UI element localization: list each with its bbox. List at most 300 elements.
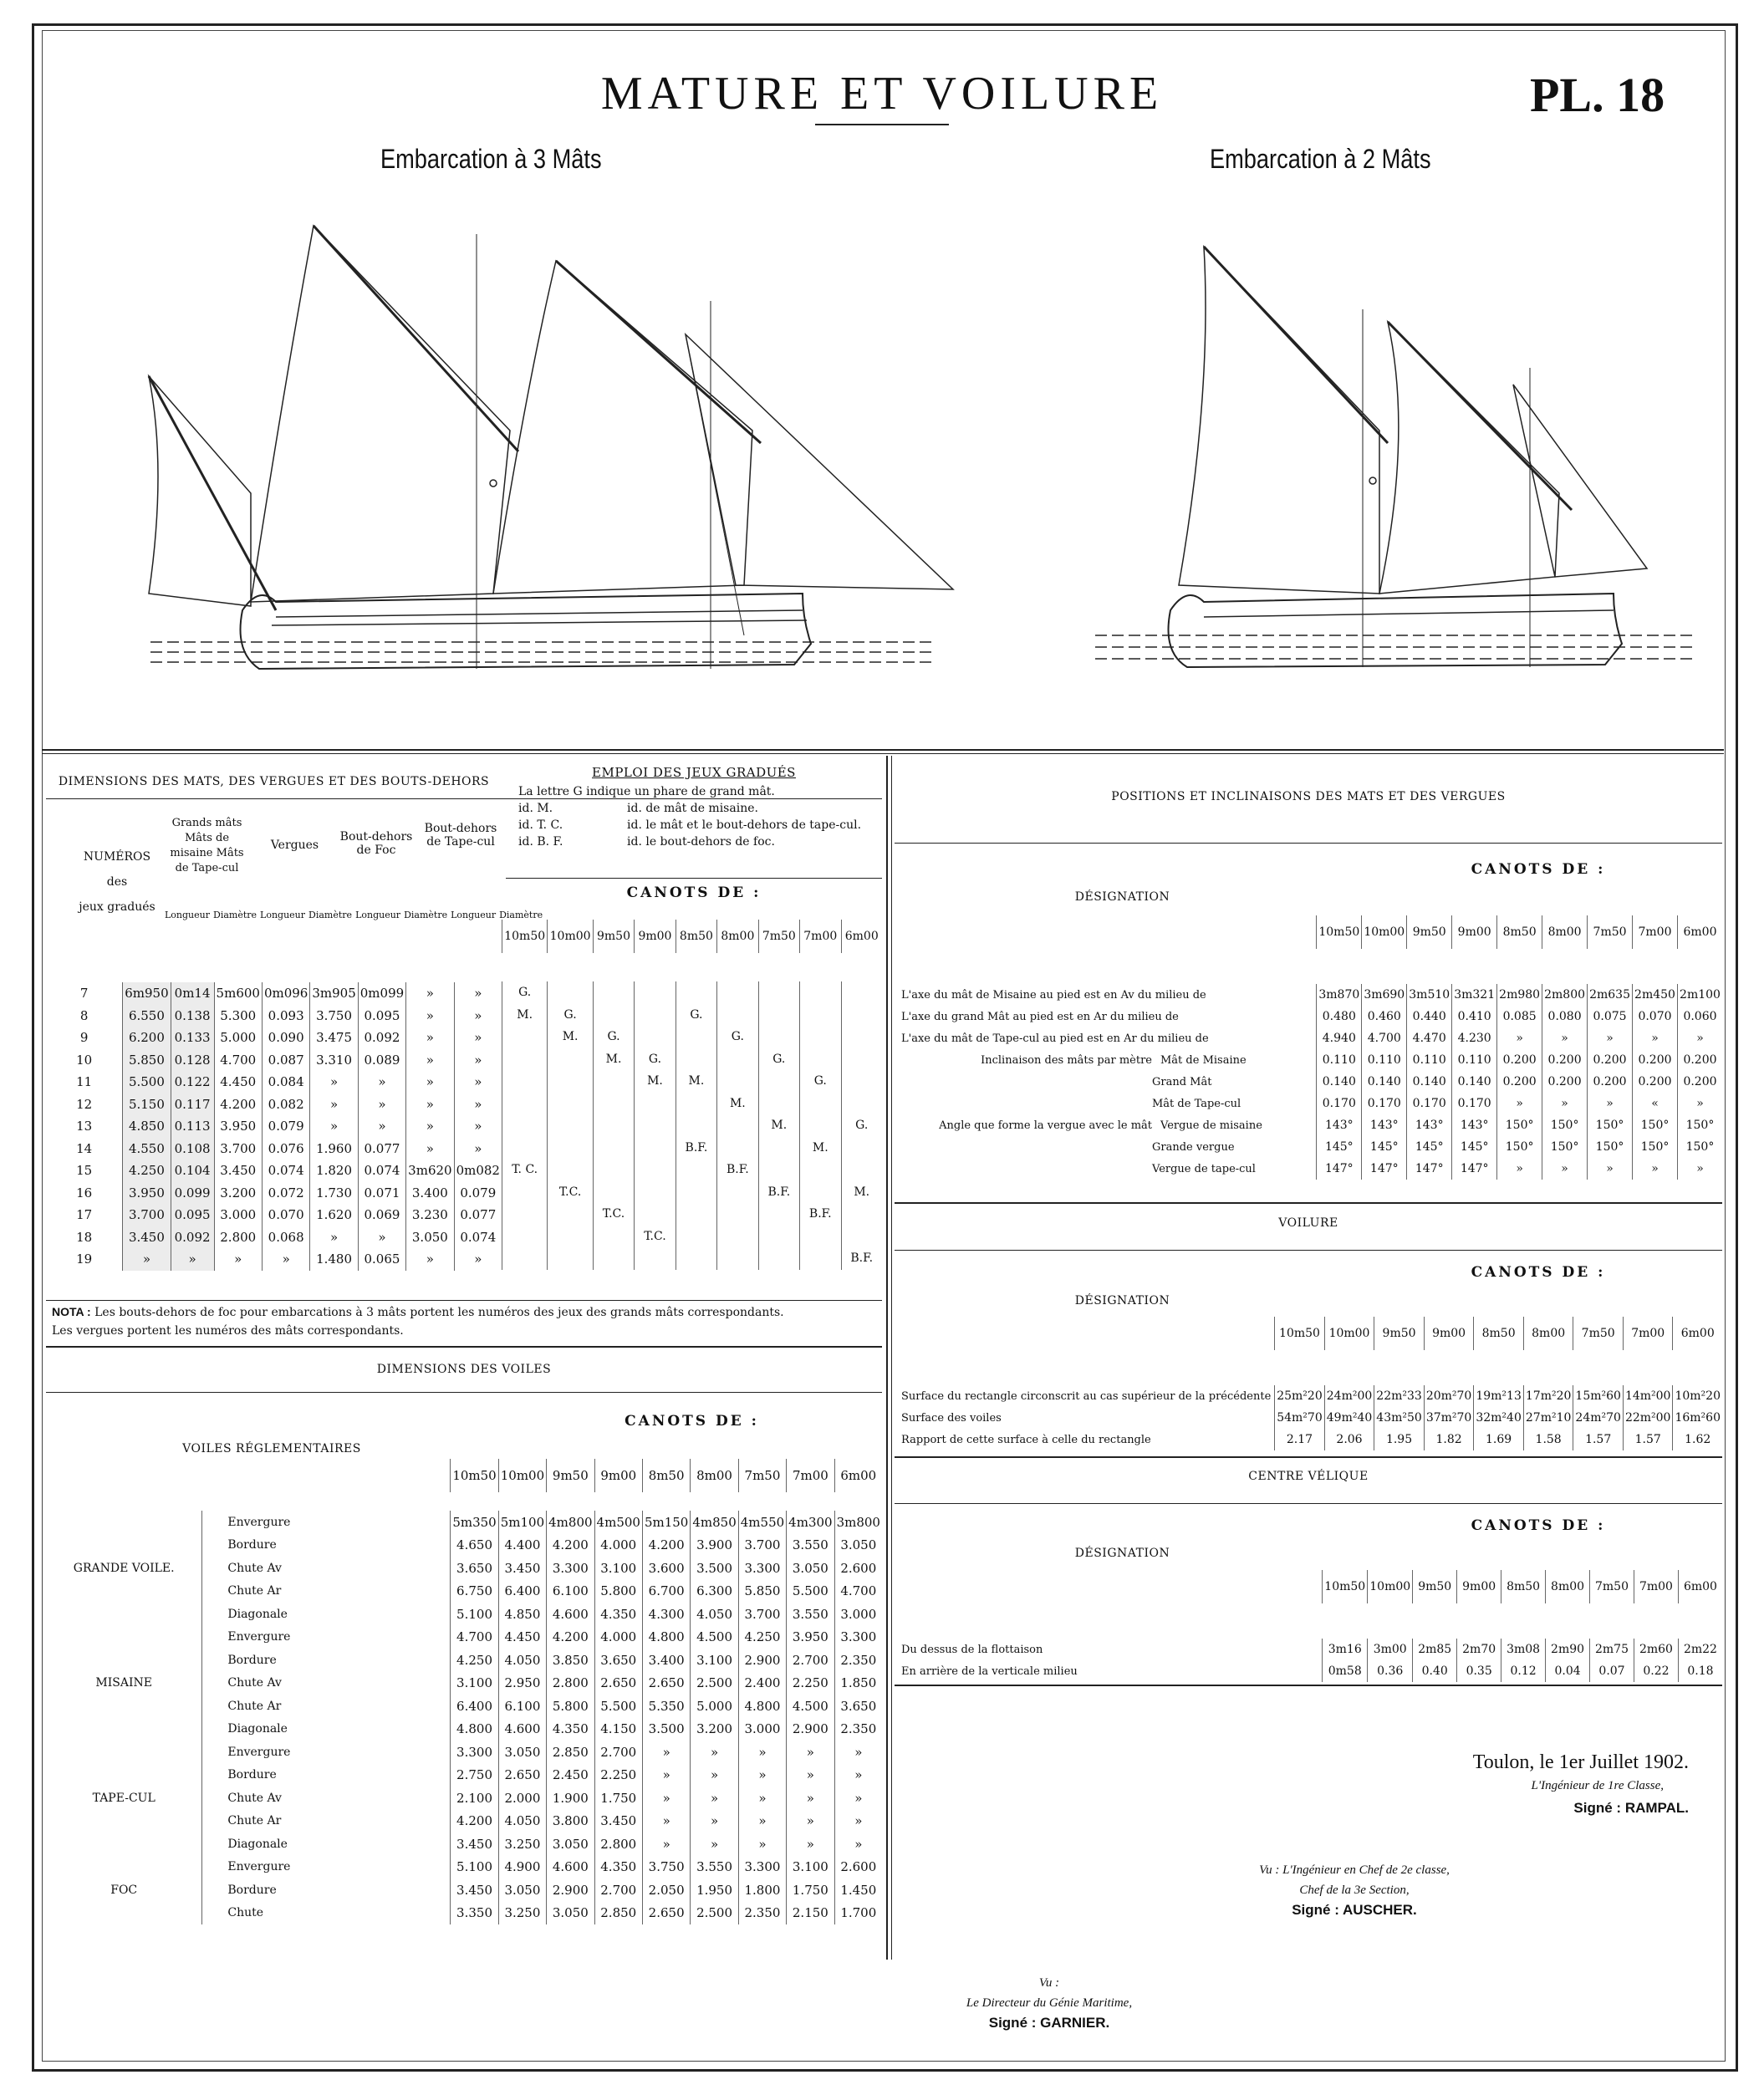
masts-header	[46, 801, 502, 926]
table-cell: 3.550	[787, 1534, 834, 1557]
table-cell	[635, 1137, 676, 1160]
col-vergues: Vergues	[270, 839, 319, 852]
table-cell: 22m²33	[1374, 1385, 1425, 1407]
table-cell: 0.074	[358, 1160, 405, 1182]
col-header: 10m50	[1275, 1317, 1325, 1350]
table-cell: 4.230	[1452, 1027, 1497, 1049]
column-divider-left	[886, 756, 888, 1960]
table-cell: 4m850	[691, 1511, 738, 1534]
sail-dimension-label: Bordure	[227, 1653, 277, 1667]
table-cell: 0.200	[1497, 1049, 1542, 1071]
table-cell: »	[310, 1071, 358, 1093]
table-cell: 6.100	[547, 1580, 594, 1603]
table-cell: 3.475	[310, 1027, 358, 1049]
col-bout-tape: Bout-dehors de Tape-cul	[424, 822, 497, 849]
table-cell: »	[454, 1005, 502, 1027]
table-cell: 4.700	[1362, 1027, 1407, 1049]
vu1-line1: Vu : L'Ingénieur en Chef de 2e classe,	[1259, 1863, 1450, 1877]
table-cell: »	[358, 1115, 405, 1138]
table-cell: 4.250	[738, 1626, 786, 1649]
col-bout-foc: Bout-dehors de Foc	[339, 830, 413, 857]
table-row	[895, 1639, 1722, 1660]
masts-table-title: DIMENSIONS DES MATS, DES VERGUES ET DES BOUTS-DEHORS	[58, 775, 490, 788]
table-cell: T.C.	[548, 1181, 593, 1204]
table-cell	[635, 1203, 676, 1226]
table-row	[46, 1204, 502, 1226]
sub-longueur: Longueur	[260, 910, 306, 920]
table-cell: 4m550	[738, 1511, 786, 1534]
table-cell: »	[691, 1787, 738, 1810]
table-cell	[502, 1203, 548, 1226]
table-row	[46, 1071, 502, 1093]
col-numbers-l1: NUMÉROS	[83, 850, 151, 864]
table-cell: 0.108	[171, 1138, 214, 1160]
table-cell: 3.700	[738, 1534, 786, 1557]
table-cell	[548, 1159, 593, 1181]
table-cell: 2.600	[834, 1856, 882, 1879]
table-cell	[593, 1181, 634, 1204]
table-cell: 5.150	[123, 1093, 171, 1116]
table-cell	[717, 1203, 758, 1226]
table-cell: 150°	[1588, 1114, 1633, 1136]
emploi-line	[518, 833, 882, 850]
table-cell: G.	[548, 1004, 593, 1027]
table-cell	[841, 1048, 882, 1071]
table-row	[46, 1741, 882, 1764]
table-cell: 1.750	[787, 1878, 834, 1902]
table-cell: 3.100	[451, 1672, 498, 1695]
table-cell: 2.400	[738, 1672, 786, 1695]
emploi-canots-label: CANOTS DE :	[626, 884, 762, 901]
table-cell: 2.500	[691, 1902, 738, 1925]
table-cell: 4.350	[547, 1718, 594, 1741]
table-cell	[635, 1159, 676, 1181]
table-cell: 150°	[1677, 1136, 1722, 1158]
col-header: 10m50	[502, 920, 548, 953]
table-cell: 3.950	[123, 1182, 171, 1205]
table-cell: 3.800	[547, 1810, 594, 1833]
table-cell: T.C.	[593, 1203, 634, 1226]
table-cell: 1.58	[1523, 1429, 1573, 1450]
table-cell: 0.070	[1633, 1006, 1678, 1027]
table-cell: 12	[76, 1096, 93, 1112]
table-cell	[758, 1093, 799, 1115]
table-cell: 4m500	[594, 1511, 642, 1534]
table-cell	[635, 1114, 676, 1137]
table-cell: 3.850	[547, 1649, 594, 1672]
table-cell: 147°	[1362, 1158, 1407, 1180]
emploi-table	[502, 920, 882, 1270]
table-cell: 1.620	[310, 1204, 358, 1226]
centre-table	[895, 1570, 1722, 1682]
row-group: Inclinaison des mâts par mètre	[981, 1053, 1152, 1067]
table-cell: 3.300	[451, 1741, 498, 1764]
table-cell	[800, 981, 841, 1004]
table-cell	[593, 1247, 634, 1270]
col-header: 10m00	[548, 920, 593, 953]
table-cell: 4.470	[1407, 1027, 1452, 1049]
table-cell: 0.070	[262, 1204, 309, 1226]
table-cell: »	[406, 982, 454, 1005]
table-cell: 145°	[1407, 1136, 1452, 1158]
masts-rows-table	[46, 982, 502, 1271]
table-cell: 0.36	[1368, 1660, 1413, 1682]
table-cell: 0.075	[1588, 1006, 1633, 1027]
table-cell	[841, 1093, 882, 1115]
table-cell	[717, 1048, 758, 1071]
row-label-text: Grande vergue	[1152, 1140, 1235, 1154]
sub-longueur: Longueur	[451, 910, 497, 920]
col-header: 10m00	[1362, 915, 1407, 949]
table-cell: 2.06	[1324, 1429, 1374, 1450]
table-cell: 0.18	[1678, 1660, 1722, 1682]
table-cell	[502, 1114, 548, 1137]
table-cell: 0.480	[1317, 1006, 1362, 1027]
table-cell: 0.080	[1542, 1006, 1588, 1027]
row-label	[895, 1385, 1275, 1407]
table-cell: 3m620	[406, 1160, 454, 1182]
table-cell	[548, 981, 593, 1004]
table-row	[895, 1429, 1722, 1450]
table-cell: 0m58	[1323, 1660, 1368, 1682]
table-cell: 143°	[1317, 1114, 1362, 1136]
table-row	[895, 984, 1722, 1006]
emploi-key: La lettre G indique un phare de grand mât.	[518, 785, 775, 798]
table-cell: 2.700	[594, 1741, 642, 1764]
table-cell	[800, 1226, 841, 1248]
table-cell: 0.200	[1677, 1071, 1722, 1093]
table-cell: 4.200	[214, 1093, 262, 1116]
table-cell: 1.900	[547, 1787, 594, 1810]
table-cell: 0m082	[454, 1160, 502, 1182]
table-cell: 16	[76, 1185, 93, 1200]
table-cell: 0.095	[171, 1204, 214, 1226]
emploi-desc: id. le bout-dehors de foc.	[627, 835, 775, 849]
emploi-desc: id. le mât et le bout-dehors de tape-cul.	[627, 818, 862, 832]
table-row	[895, 1071, 1722, 1093]
centre-designation: DÉSIGNATION	[1074, 1547, 1170, 1560]
table-cell: 43m²50	[1374, 1407, 1425, 1429]
col-header: 7m50	[1590, 1570, 1634, 1603]
table-cell: 4.050	[498, 1649, 546, 1672]
col-header: 7m00	[1634, 1570, 1678, 1603]
table-cell	[548, 1093, 593, 1115]
rule	[895, 843, 1722, 844]
table-cell: 22m²00	[1623, 1407, 1673, 1429]
table-cell	[548, 1203, 593, 1226]
col-header: 9m50	[1413, 1570, 1457, 1603]
table-cell: 0m096	[262, 982, 309, 1005]
table-cell: G.	[717, 1026, 758, 1048]
table-cell: »	[787, 1810, 834, 1833]
table-cell: M.	[593, 1048, 634, 1071]
table-cell: «	[1633, 1093, 1678, 1114]
table-cell: 14m²00	[1623, 1385, 1673, 1407]
table-cell: 0.170	[1317, 1093, 1362, 1114]
table-cell: 2.800	[214, 1226, 262, 1249]
table-cell: 2.100	[451, 1787, 498, 1810]
positions-canots-label: CANOTS DE :	[1471, 861, 1606, 878]
table-cell: »	[406, 1005, 454, 1027]
col-grands-mats: Grands mâts Mâts de misaine Mâts de Tape-cul	[170, 817, 244, 874]
voilure-canots-label: CANOTS DE :	[1471, 1264, 1606, 1281]
table-cell: 5.800	[547, 1695, 594, 1718]
drawing-separator	[42, 749, 1724, 751]
sail-group-name: MISAINE	[46, 1626, 202, 1741]
page-title: MATURE ET VOILURE	[600, 68, 1164, 120]
table-cell: 5m350	[451, 1511, 498, 1534]
table-cell: 7	[79, 986, 89, 1002]
rule	[46, 1392, 882, 1393]
table-cell: 4.700	[834, 1580, 882, 1603]
table-cell: 2m800	[1542, 984, 1588, 1006]
table-cell: 150°	[1677, 1114, 1722, 1136]
table-cell: 2.350	[738, 1902, 786, 1925]
table-cell: »	[358, 1226, 405, 1249]
table-cell: »	[787, 1741, 834, 1764]
table-cell: 2m450	[1633, 984, 1678, 1006]
table-cell: 5.500	[123, 1071, 171, 1093]
col-header: 10m00	[498, 1459, 546, 1492]
table-cell: 4m300	[787, 1511, 834, 1534]
table-cell	[717, 1137, 758, 1160]
table-cell: »	[1497, 1027, 1542, 1049]
col-header: 6m00	[1678, 1570, 1722, 1603]
table-cell: 3.450	[594, 1810, 642, 1833]
sub-longueur: Longueur	[165, 910, 210, 920]
col-header: 10m50	[1317, 915, 1362, 949]
table-cell: 6.400	[451, 1695, 498, 1718]
table-cell: M.	[800, 1137, 841, 1160]
sail-dimension-label: Diagonale	[227, 1722, 288, 1736]
table-cell: 3.050	[547, 1902, 594, 1925]
sail-dimension-label: Diagonale	[227, 1837, 288, 1851]
table-cell: 3.350	[451, 1902, 498, 1925]
table-cell: 0.140	[1407, 1071, 1452, 1093]
table-cell: 2.850	[594, 1902, 642, 1925]
table-cell: »	[1588, 1027, 1633, 1049]
vu1-signature: Signé : AUSCHER.	[1292, 1902, 1417, 1918]
col-header: 9m00	[1457, 1570, 1501, 1603]
spacer-row	[46, 1492, 882, 1511]
table-cell: »	[1633, 1158, 1678, 1180]
signature-block-auscher	[1187, 1860, 1522, 1920]
table-cell: 4.000	[594, 1534, 642, 1557]
rule	[895, 1685, 1722, 1686]
table-cell: 3.450	[214, 1160, 262, 1182]
table-cell: 2.950	[498, 1672, 546, 1695]
table-cell: »	[738, 1741, 786, 1764]
vu2-signature: Signé : GARNIER.	[988, 2015, 1110, 2031]
table-cell: 3.050	[547, 1833, 594, 1856]
table-cell: 3.950	[214, 1115, 262, 1138]
table-cell: 24m²70	[1573, 1407, 1624, 1429]
rule	[46, 1300, 882, 1301]
voiles-header: VOILES RÉGLEMENTAIRES	[182, 1442, 361, 1455]
table-cell	[758, 1159, 799, 1181]
table-cell: 1.480	[310, 1248, 358, 1271]
row-label-text: Du dessus de la flottaison	[901, 1643, 1043, 1656]
row-label-text: En arrière de la verticale milieu	[901, 1664, 1078, 1678]
plate-number: PL. 18	[1530, 68, 1665, 122]
table-cell: 2m90	[1546, 1639, 1590, 1660]
col-header: 8m50	[1501, 1570, 1546, 1603]
table-cell: 5m600	[214, 982, 262, 1005]
table-cell: 2.900	[787, 1718, 834, 1741]
table-cell: »	[834, 1810, 882, 1833]
table-cell: 2.000	[498, 1787, 546, 1810]
table-cell: 0.133	[171, 1027, 214, 1049]
table-cell: 145°	[1317, 1136, 1362, 1158]
table-cell: 4.350	[594, 1856, 642, 1879]
table-cell: 1.450	[834, 1878, 882, 1902]
table-cell: 4.150	[594, 1718, 642, 1741]
row-label	[895, 1006, 1317, 1027]
table-cell: 11	[76, 1074, 93, 1090]
table-cell: B.F.	[676, 1137, 716, 1160]
table-cell	[593, 1159, 634, 1181]
table-cell: 3.300	[738, 1856, 786, 1879]
col-header: 10m50	[1323, 1570, 1368, 1603]
table-cell: 0.090	[262, 1027, 309, 1049]
col-header: 8m50	[1497, 915, 1542, 949]
table-cell: 0.460	[1362, 1006, 1407, 1027]
table-cell	[635, 1026, 676, 1048]
table-cell: 15m²60	[1573, 1385, 1624, 1407]
table-cell: 0.060	[1677, 1006, 1722, 1027]
table-cell: 3m510	[1407, 984, 1452, 1006]
table-cell	[502, 1247, 548, 1270]
table-cell: 0.140	[1317, 1071, 1362, 1093]
boat-drawing-two-masts	[1078, 242, 1714, 694]
table-cell: 0.092	[358, 1027, 405, 1049]
emploi-line	[518, 800, 882, 817]
sail-dimension-label: Bordure	[227, 1768, 277, 1782]
table-cell: 3.300	[834, 1626, 882, 1649]
table-cell: 4.900	[498, 1856, 546, 1879]
table-cell: 4.550	[123, 1138, 171, 1160]
table-cell: 3.250	[498, 1833, 546, 1856]
sail-dimension-label: Chute Ar	[227, 1699, 282, 1713]
table-cell: 4.050	[498, 1810, 546, 1833]
sub-diametre: Diamètre	[499, 910, 543, 920]
col-header: 7m50	[1588, 915, 1633, 949]
col-header: 8m50	[676, 920, 716, 953]
row-label-text: Vergue de misaine	[1160, 1119, 1262, 1132]
table-cell: 143°	[1362, 1114, 1407, 1136]
table-row	[895, 1158, 1722, 1180]
row-label	[895, 1114, 1317, 1136]
table-row	[895, 1385, 1722, 1407]
table-cell: »	[171, 1248, 214, 1271]
table-cell: 17m²20	[1523, 1385, 1573, 1407]
table-cell: 0.082	[262, 1093, 309, 1116]
table-cell	[758, 1247, 799, 1270]
table-cell: 2m22	[1678, 1639, 1722, 1660]
col-header: 7m00	[787, 1459, 834, 1492]
table-cell	[717, 1226, 758, 1248]
table-cell	[758, 1203, 799, 1226]
table-cell: 3.000	[738, 1718, 786, 1741]
col-header: 8m00	[717, 920, 758, 953]
table-cell: 5.500	[787, 1580, 834, 1603]
table-cell: 2.150	[787, 1902, 834, 1925]
table-cell: 0.200	[1542, 1049, 1588, 1071]
table-cell	[502, 1048, 548, 1071]
place-date: Toulon, le 1er Juillet 1902.	[1472, 1751, 1689, 1773]
table-cell: 4.800	[451, 1718, 498, 1741]
table-cell: 0.065	[358, 1248, 405, 1271]
table-cell: 2.900	[547, 1878, 594, 1902]
table-cell	[800, 1026, 841, 1048]
engineer-title: L'Ingénieur de 1re Classe,	[1531, 1779, 1664, 1792]
title-ornament	[815, 124, 949, 125]
table-cell: 3.000	[214, 1204, 262, 1226]
sail-dimension-label: Bordure	[227, 1538, 277, 1552]
table-row	[502, 1181, 883, 1204]
table-cell	[758, 1004, 799, 1027]
col-header: 7m50	[758, 920, 799, 953]
table-cell: 2.450	[547, 1764, 594, 1787]
table-cell: 4.300	[642, 1603, 690, 1626]
table-cell: »	[787, 1764, 834, 1787]
row-label	[895, 1639, 1323, 1660]
table-cell: 0.084	[262, 1071, 309, 1093]
spacer-row	[895, 1603, 1722, 1639]
table-cell: 147°	[1317, 1158, 1362, 1180]
table-row	[46, 1093, 502, 1116]
table-cell: »	[787, 1787, 834, 1810]
table-cell	[758, 1226, 799, 1248]
table-cell: »	[642, 1810, 690, 1833]
table-cell: 1.850	[834, 1672, 882, 1695]
table-cell: 2m60	[1634, 1639, 1678, 1660]
emploi-key: id. T. C.	[518, 818, 563, 832]
table-cell: 4.500	[787, 1695, 834, 1718]
table-cell: 8	[79, 1007, 89, 1023]
table-cell: 145°	[1362, 1136, 1407, 1158]
sail-dimension-label: Chute	[227, 1906, 264, 1920]
row-label-text: Vergue de tape-cul	[1152, 1162, 1256, 1175]
table-cell	[758, 1070, 799, 1093]
table-cell: G.	[676, 1004, 716, 1027]
col-header: 9m00	[635, 920, 676, 953]
header-row	[895, 915, 1722, 949]
table-cell: 3.550	[787, 1603, 834, 1626]
table-cell: 16m²60	[1673, 1407, 1722, 1429]
table-row	[502, 981, 883, 1004]
spacer	[895, 1570, 1323, 1603]
table-cell: »	[454, 1027, 502, 1049]
table-cell: 2.850	[547, 1741, 594, 1764]
table-cell: 2.650	[642, 1902, 690, 1925]
emploi-key: id. M.	[518, 802, 553, 815]
row-label	[895, 1660, 1323, 1682]
table-cell: 4.250	[451, 1649, 498, 1672]
table-cell: 0.069	[358, 1204, 405, 1226]
table-cell: 0.170	[1452, 1093, 1497, 1114]
table-cell: 10m²20	[1673, 1385, 1722, 1407]
table-cell: 0.22	[1634, 1660, 1678, 1682]
voiles-canots-label: CANOTS DE :	[625, 1413, 759, 1430]
table-cell: 0.170	[1362, 1093, 1407, 1114]
table-cell	[635, 981, 676, 1004]
table-cell: 0.117	[171, 1093, 214, 1116]
table-cell	[502, 1093, 548, 1115]
nota-label: NOTA :	[52, 1305, 91, 1318]
table-cell: 4.700	[451, 1626, 498, 1649]
table-cell: 4.050	[691, 1603, 738, 1626]
